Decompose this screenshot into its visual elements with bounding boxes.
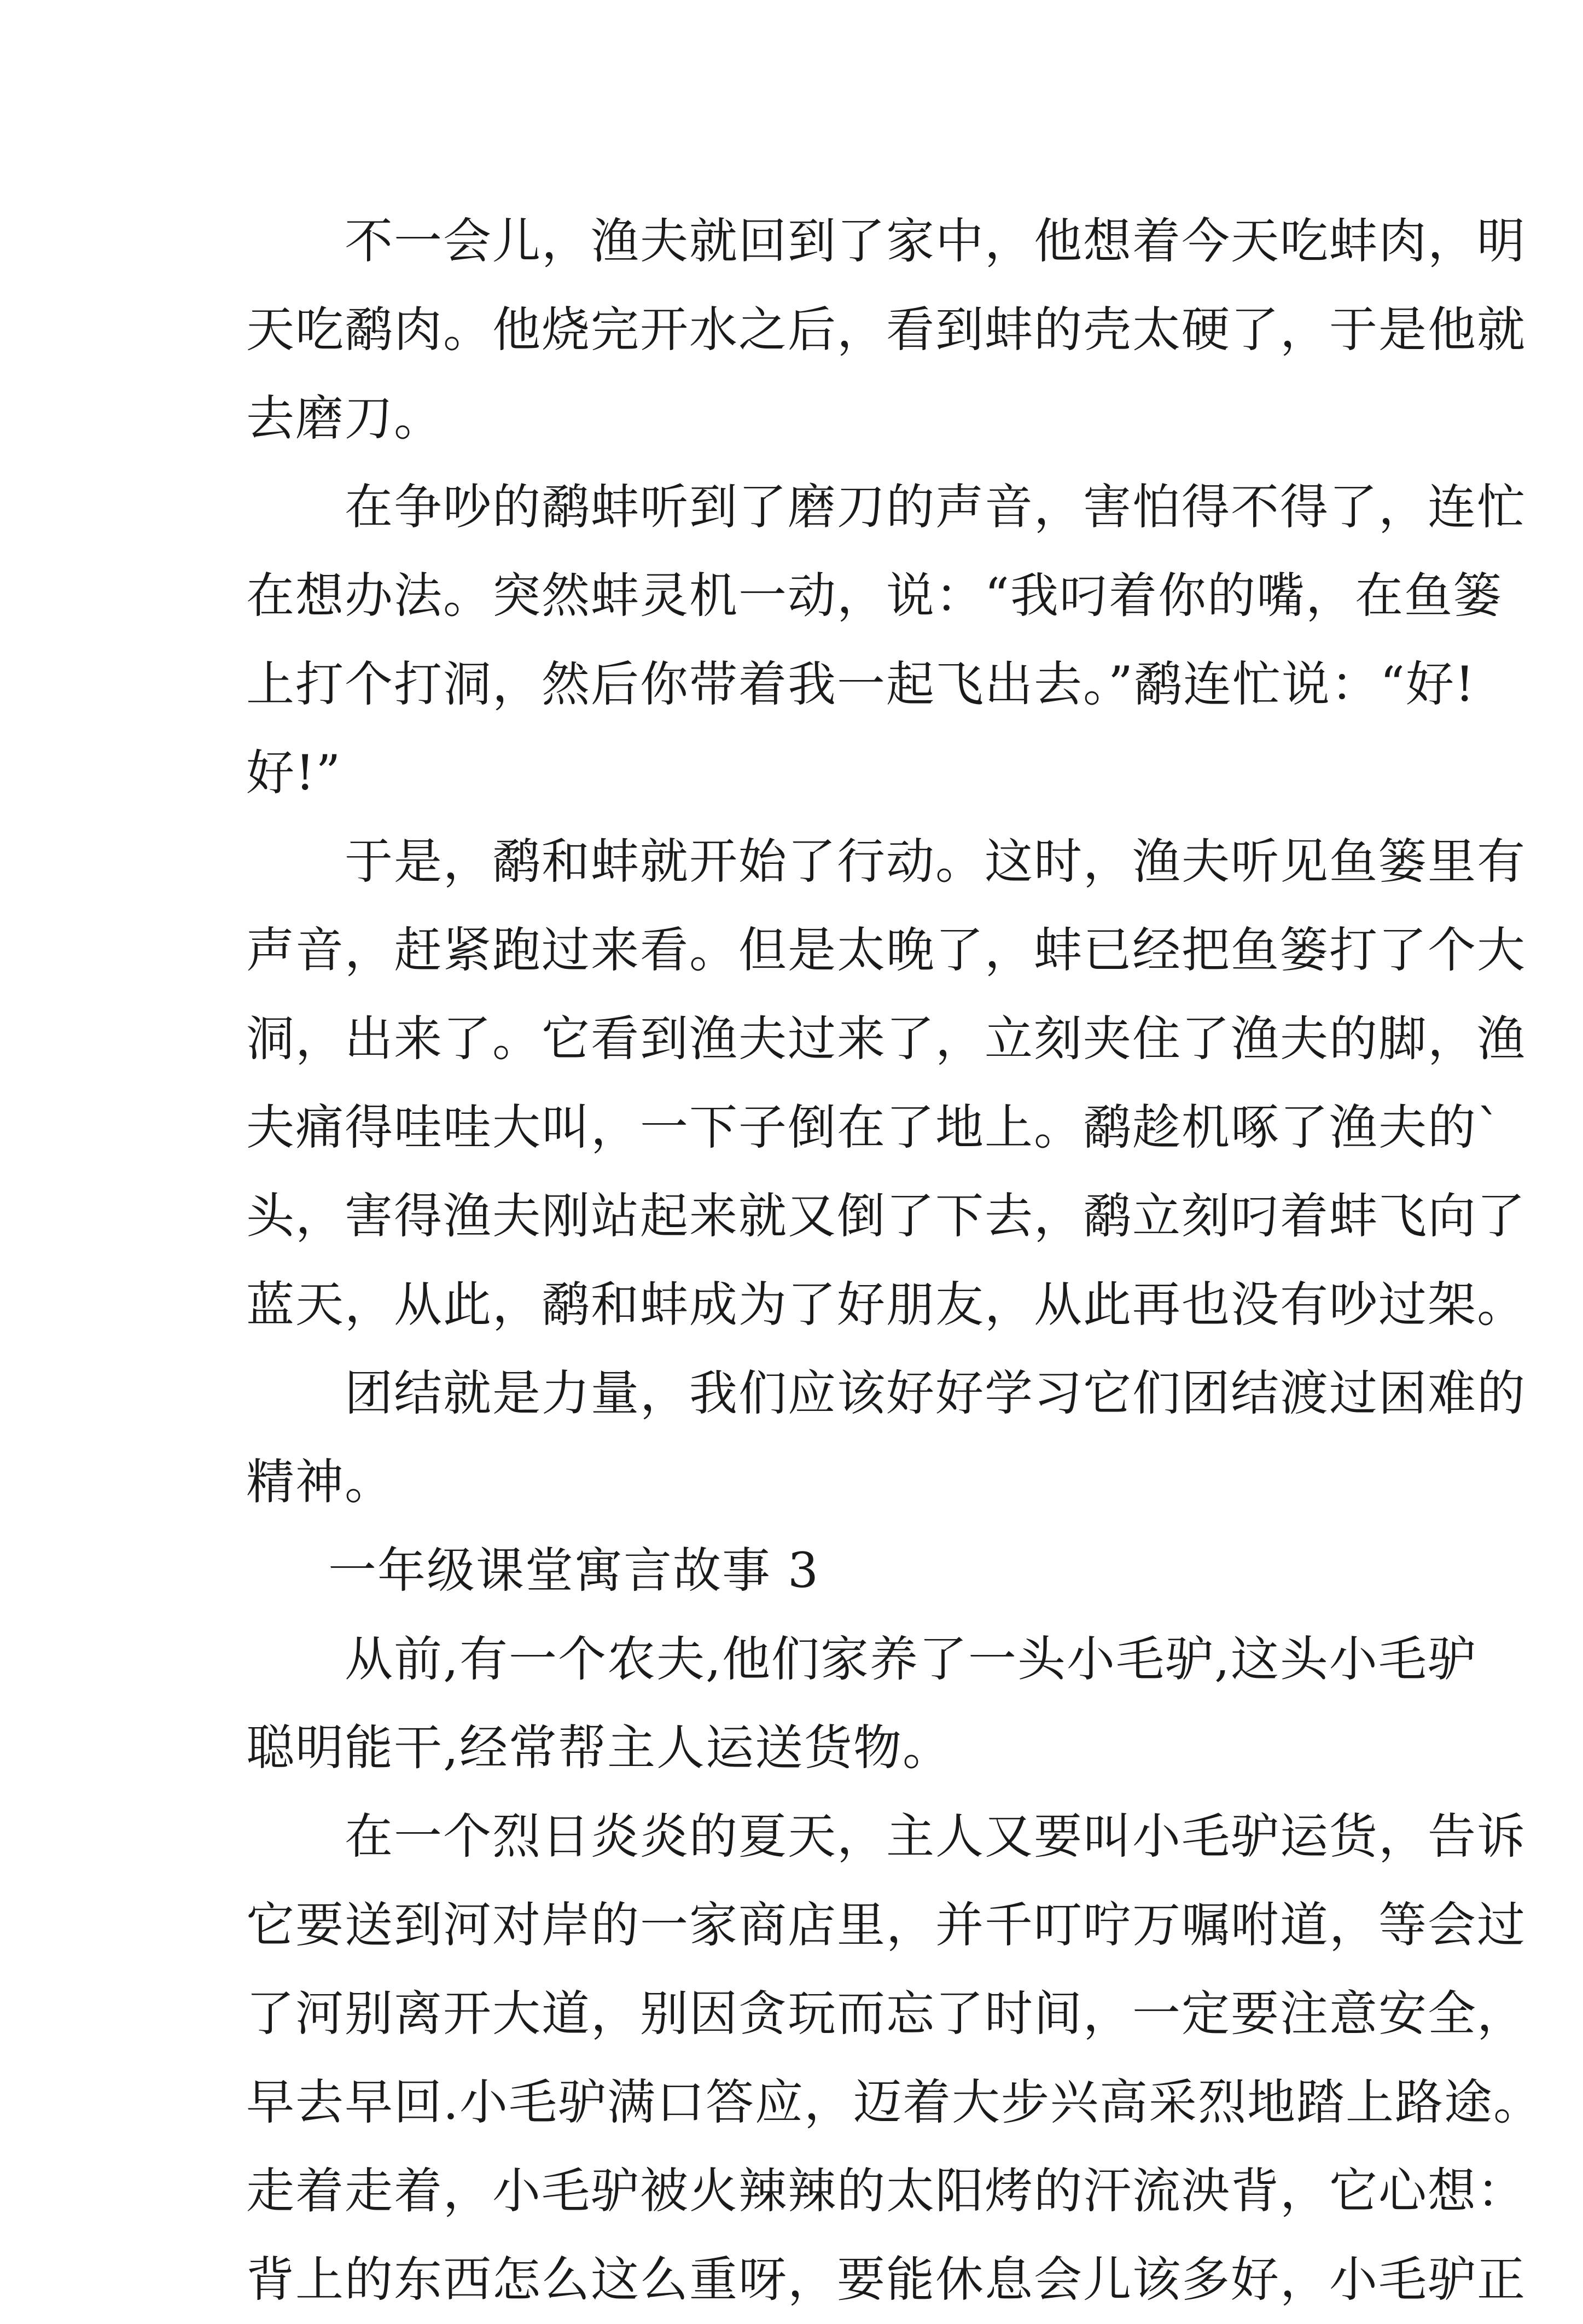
text-line: 洞，出来了。它看到渔夫过来了，立刻夹住了渔夫的脚，渔 — [246, 1010, 1527, 1067]
text-line: 在争吵的鹬蚌听到了磨刀的声音，害怕得不得了，连忙 — [345, 479, 1527, 535]
text-line: 上打个打洞，然后你带着我一起飞出去。”鹬连忙说：“好! — [246, 656, 1476, 712]
text-line: 于是，鹬和蚌就开始了行动。这时，渔夫听见鱼篓里有 — [345, 833, 1527, 890]
text-line: 聪明能干,经常帮主人运送货物。 — [246, 1719, 952, 1776]
text-line: 精神。 — [246, 1454, 394, 1510]
text-line: 在想办法。突然蚌灵机一动，说：“我叼着你的嘴，在鱼篓 — [246, 567, 1503, 624]
text-line: 它要送到河对岸的一家商店里，并千叮咛万嘱咐道，等会过 — [246, 1897, 1527, 1953]
body-text — [246, 197, 1543, 2324]
text-line: 好!” — [246, 745, 342, 801]
text-line: 了河别离开大道，别因贪玩而忘了时间，一定要注意安全， — [246, 1985, 1527, 2042]
text-line: 夫痛得哇哇大叫，一下子倒在了地上。鹬趁机啄了渔夫的` — [246, 1099, 1503, 1155]
text-line: 在一个烈日炎炎的夏天，主人又要叫小毛驴运货，告诉 — [345, 1808, 1527, 1864]
text-line: 蓝天，从此，鹬和蚌成为了好朋友，从此再也没有吵过架。 — [246, 1276, 1527, 1333]
text-line: 不一会儿，渔夫就回到了家中，他想着今天吃蚌肉，明 — [345, 213, 1527, 269]
section-heading: 一年级课堂寓言故事 3 — [328, 1542, 819, 1599]
text-line: 头，害得渔夫刚站起来就又倒了下去，鹬立刻叼着蚌飞向了 — [246, 1188, 1527, 1244]
text-line: 早去早回.小毛驴满口答应，迈着大步兴高采烈地踏上路途。 — [246, 2074, 1543, 2130]
text-line: 声音，赶紧跑过来看。但是太晚了，蚌已经把鱼篓打了个大 — [246, 922, 1527, 978]
text-line: 背上的东西怎么这么重呀，要能休息会儿该多好，小毛驴正 — [246, 2251, 1527, 2308]
text-line: 从前,有一个农夫,他们家养了一头小毛驴,这头小毛驴 — [345, 1631, 1477, 1687]
text-line: 去磨刀。 — [246, 390, 444, 446]
text-line: 走着走着，小毛驴被火辣辣的太阳烤的汗流泱背，它心想： — [246, 2163, 1527, 2219]
text-line: 天吃鹬肉。他烧完开水之后，看到蚌的壳太硬了，于是他就 — [246, 301, 1527, 358]
text-line: 团结就是力量，我们应该好好学习它们团结渡过困难的 — [345, 1365, 1527, 1421]
